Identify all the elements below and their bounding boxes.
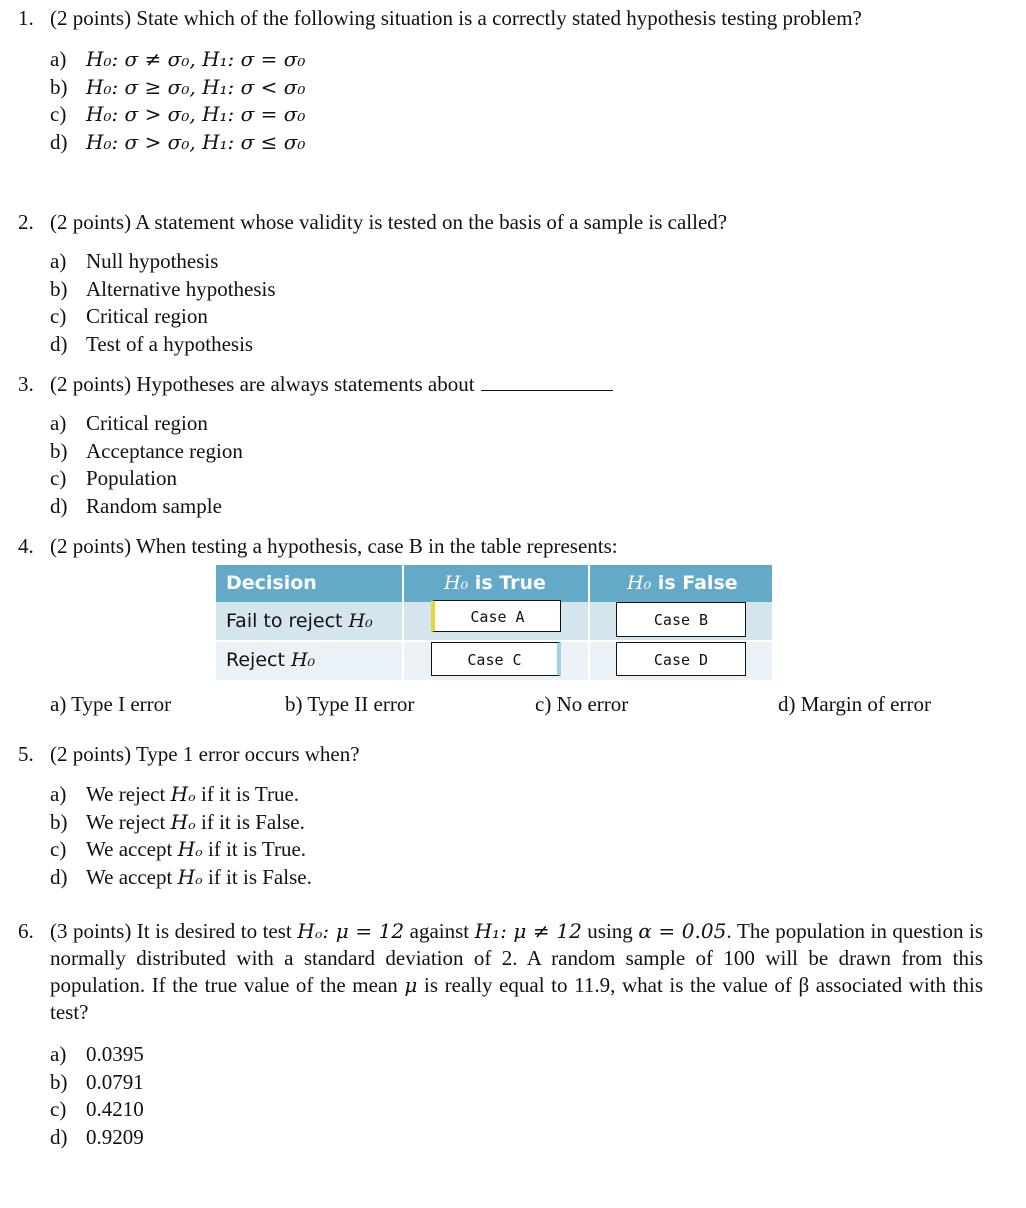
option-a[interactable] [50, 46, 983, 74]
question-number: 4. [18, 534, 34, 558]
decision-table [216, 565, 772, 680]
option-text: 0.9209 [86, 1124, 144, 1149]
question-4 [18, 533, 983, 560]
option-c[interactable] [50, 101, 983, 129]
option-label: c) [50, 304, 67, 328]
question-number: 6. [18, 919, 34, 943]
option-d[interactable] [50, 129, 983, 157]
option-text: Test of a hypothesis [86, 331, 254, 356]
option-label: b) [50, 74, 68, 99]
option-c[interactable] [50, 303, 983, 331]
option-label: c) [50, 466, 67, 490]
question-6 [18, 918, 983, 1151]
option-b[interactable] [50, 276, 983, 304]
option-a[interactable] [50, 1041, 983, 1069]
case-b-box: Case B [616, 602, 746, 637]
option-label: b) [50, 438, 68, 463]
option-text: We accept Hₒ if it is True. [86, 837, 307, 861]
option-list [50, 410, 983, 520]
option-b[interactable] [50, 74, 983, 102]
option-d[interactable] [50, 493, 983, 521]
option-label: d) [50, 493, 68, 518]
question-text: (2 points) State which of the following situation is a correctly stated hypothesis testing problem? [50, 6, 862, 30]
column-divider [588, 565, 590, 680]
option-label: a) [50, 411, 67, 435]
option-text: We accept Hₒ if it is False. [86, 864, 312, 889]
option-text: 0.4210 [86, 1097, 144, 1121]
option-text: We reject Hₒ if it is True. [86, 782, 300, 806]
option-list [50, 781, 983, 891]
option-text: H₀: σ ≠ σ₀, H₁: σ = σ₀ [86, 47, 306, 71]
option-label: b) [50, 1069, 68, 1094]
option-text: Alternative hypothesis [86, 276, 276, 301]
row-label: Reject H₀ [226, 649, 316, 671]
question-2 [18, 209, 983, 358]
option-label: d) [50, 129, 68, 154]
answer-blank [481, 372, 613, 391]
option-label: b) [50, 276, 68, 301]
question-number: 1. [18, 6, 34, 30]
case-d-box: Case D [616, 642, 746, 676]
option-d[interactable] [50, 864, 983, 892]
option-d[interactable] [50, 331, 983, 359]
header-h0-false: H₀ is False [627, 572, 738, 594]
table-header [216, 565, 772, 602]
question-text: (2 points) Hypotheses are always statements about [50, 372, 475, 396]
option-c[interactable] [50, 836, 983, 864]
case-c-box: Case C [431, 642, 561, 676]
option-d[interactable] [50, 1124, 983, 1152]
row-label: Fail to reject H₀ [226, 610, 373, 632]
option-a[interactable] [50, 248, 983, 276]
question-5 [18, 741, 983, 891]
option-label: a) [50, 782, 67, 806]
question-number: 2. [18, 210, 34, 234]
option-label: d) [50, 331, 68, 356]
option-c[interactable] [50, 465, 983, 493]
question-text: (2 points) When testing a hypothesis, case B in the table represents: [50, 534, 618, 558]
option-text: H₀: σ ≥ σ₀, H₁: σ < σ₀ [86, 74, 306, 99]
option-label: c) [50, 1097, 67, 1121]
option-text: Null hypothesis [86, 249, 219, 273]
option-text: 0.0395 [86, 1042, 144, 1066]
question-4-options [50, 690, 980, 718]
case-a-box: Case A [431, 600, 561, 632]
question-text: (2 points) A statement whose validity is tested on the basis of a sample is called? [50, 210, 728, 234]
question-number: 3. [18, 372, 34, 396]
question-text: (3 points) It is desired to test Hₒ: μ = 12 against H₁: μ ≠ 12 using α = 0.05. The population in question is normally distributed with a standard deviation of 2. A random sample of 100 will be drawn from this population. If the true value of the mean μ is really equal to 11.9, what is the value of β associated with this test? [50, 919, 983, 1024]
option-list [50, 248, 983, 358]
option-text: Critical region [86, 411, 208, 435]
question-3 [18, 371, 983, 520]
option-text: We reject Hₒ if it is False. [86, 809, 305, 834]
option-a[interactable] [50, 410, 983, 438]
option-a[interactable]: a) Type I error [50, 692, 172, 716]
header-h0-true: H₀ is True [444, 572, 546, 594]
question-number: 5. [18, 742, 34, 766]
option-list [50, 46, 983, 156]
option-list [50, 1041, 983, 1151]
option-text: Population [86, 466, 178, 490]
option-b[interactable] [50, 438, 983, 466]
option-text: H₀: σ > σ₀, H₁: σ ≤ σ₀ [86, 129, 306, 154]
option-text: H₀: σ > σ₀, H₁: σ = σ₀ [86, 102, 306, 126]
option-c[interactable]: c) No error [535, 692, 629, 716]
question-text: (2 points) Type 1 error occurs when? [50, 742, 360, 766]
option-label: a) [50, 47, 67, 71]
option-label: a) [50, 1042, 67, 1066]
option-text: Acceptance region [86, 438, 243, 463]
option-text: 0.0791 [86, 1069, 144, 1094]
option-b[interactable] [50, 1069, 983, 1097]
column-divider [402, 565, 404, 680]
option-d[interactable]: d) Margin of error [778, 692, 931, 716]
option-label: d) [50, 1124, 68, 1149]
option-label: c) [50, 837, 67, 861]
header-decision: Decision [226, 572, 317, 594]
option-a[interactable] [50, 781, 983, 809]
option-text: Critical region [86, 304, 208, 328]
option-b[interactable]: b) Type II error [285, 692, 415, 716]
option-c[interactable] [50, 1096, 983, 1124]
option-label: b) [50, 809, 68, 834]
option-label: c) [50, 102, 67, 126]
question-1 [18, 5, 983, 156]
option-label: a) [50, 249, 67, 273]
option-label: d) [50, 864, 68, 889]
option-text: Random sample [86, 493, 222, 518]
option-b[interactable] [50, 809, 983, 837]
